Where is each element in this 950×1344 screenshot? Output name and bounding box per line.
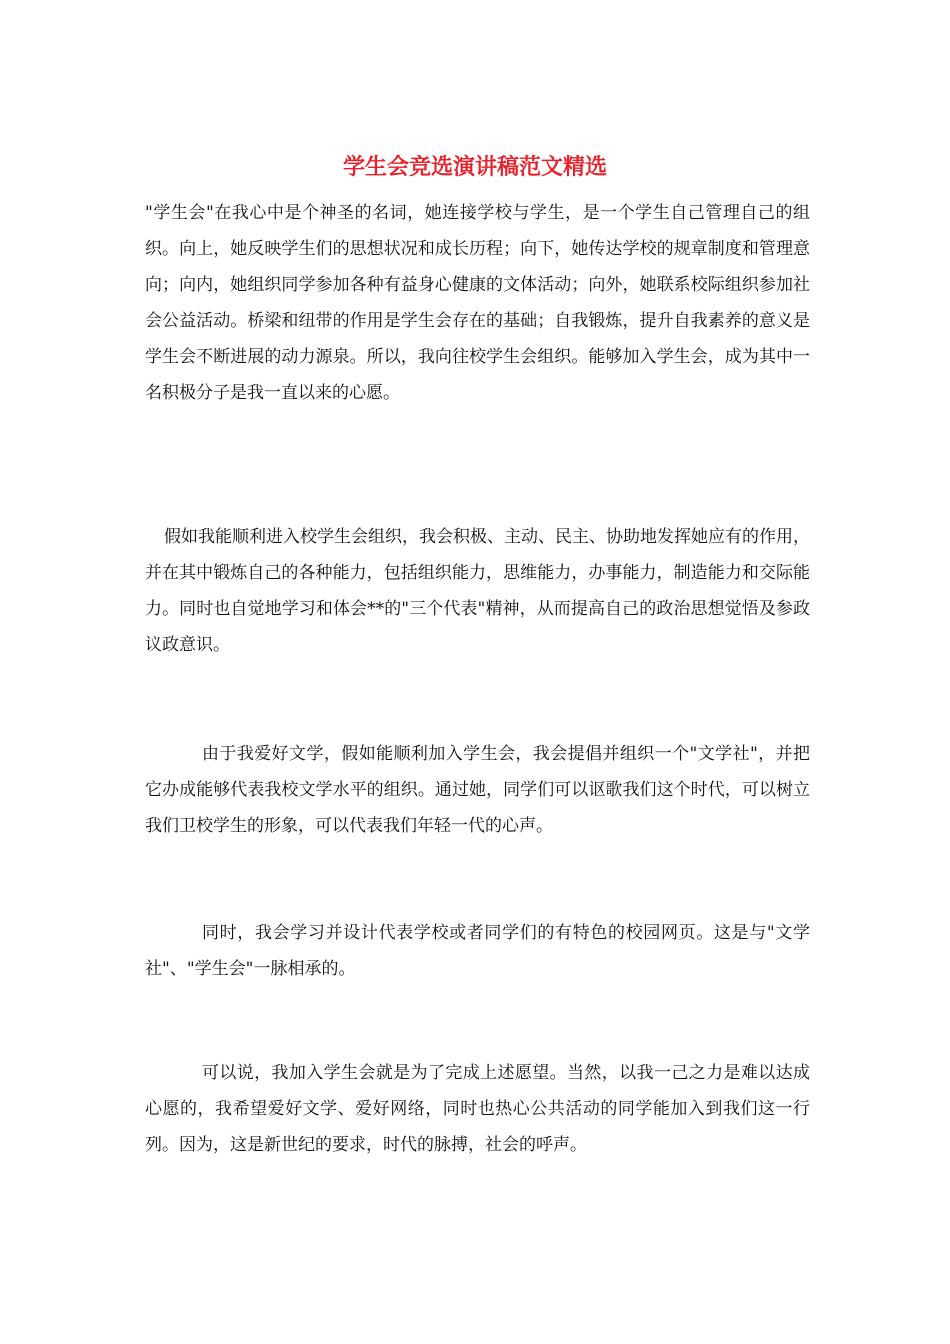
- document-title: 学生会竞选演讲稿范文精选: [342, 155, 607, 180]
- paragraph-conclusion: 可以说，我加入学生会就是为了完成上述愿望。当然，以我一己之力是难以达成心愿的，我希望爱好文学、爱好网络，同时也热心公共活动的同学能加入到我们这一行列。因为，这是新世纪的要求，时代的脉搏，社会的呼声。: [145, 1063, 810, 1155]
- paragraph-campus-website: 同时，我会学习并设计代表学校或者同学们的有特色的校园网页。这是与"文学社"、"学生会"一脉相承的。: [145, 923, 810, 979]
- paragraph-goals: 假如我能顺利进入校学生会组织，我会积极、主动、民主、协助地发挥她应有的作用，并在其中锻炼自己的各种能力，包括组织能力，思维能力，办事能力，制造能力和交际能力。同时也自觉地学习和体会**的"三个代表"精神，从而提高自己的政治思想觉悟及参政议政意识。: [145, 527, 810, 655]
- paragraph-literature-club: 由于我爱好文学，假如能顺利加入学生会，我会提倡并组织一个"文学社"，并把它办成能够代表我校文学水平的组织。通过她，同学们可以讴歌我们这个时代，可以树立我们卫校学生的形象，可以代表我们年轻一代的心声。: [145, 744, 810, 836]
- paragraph-intro: "学生会"在我心中是个神圣的名词，她连接学校与学生，是一个学生自己管理自己的组织。向上，她反映学生们的思想状况和成长历程；向下，她传达学校的规章制度和管理意向；向内，她组织同学参加各种有益身心健康的文体活动；向外，她联系校际组织参加社会公益活动。桥梁和纽带的作用是学生会存在的基础；自我锻炼，提升自我素养的意义是学生会不断进展的动力源泉。所以，我向往校学生会组织。能够加入学生会，成为其中一名积极分子是我一直以来的心愿。: [145, 203, 810, 403]
